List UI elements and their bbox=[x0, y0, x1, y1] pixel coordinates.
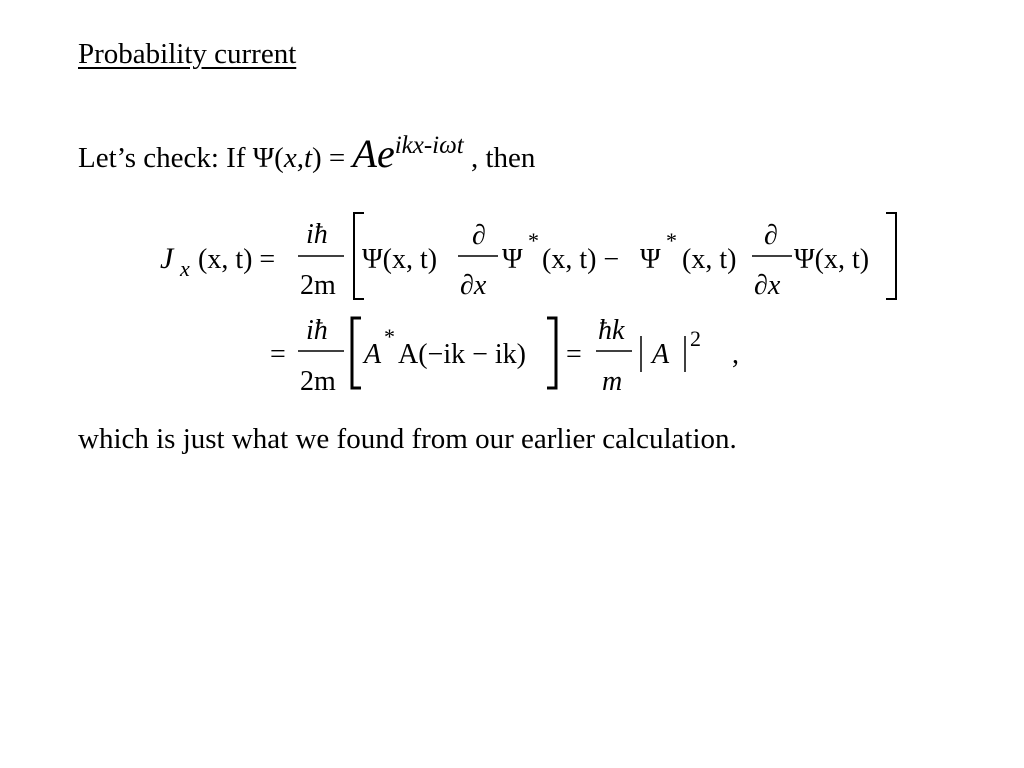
eq2-m-den: m bbox=[602, 366, 623, 397]
intro-psi: Ψ bbox=[252, 142, 275, 174]
intro-x: x bbox=[283, 142, 297, 174]
eq1-term2-star: * bbox=[666, 228, 677, 253]
eq1-term2-psi-star: Ψ bbox=[640, 244, 661, 275]
eq2-power: 2 bbox=[690, 326, 701, 351]
eq2-A-star: A bbox=[364, 339, 382, 370]
eq1-term2-psi: Ψ(x, t) bbox=[794, 244, 870, 275]
eq1-term1-psi-star: Ψ bbox=[502, 244, 523, 275]
intro-exponent: ikx-iωt bbox=[394, 132, 464, 159]
eq1-lhs-args: (x, t) = bbox=[198, 244, 276, 275]
eq2-star: * bbox=[384, 324, 395, 349]
eq1-J: J bbox=[160, 242, 174, 275]
eq2-abs-A: A bbox=[652, 339, 670, 370]
eq2-bracket-right bbox=[547, 318, 556, 388]
eq1-partial2-num: ∂ bbox=[764, 220, 778, 251]
slide-title: Probability current bbox=[78, 38, 297, 70]
eq1-partial1-num: ∂ bbox=[472, 220, 486, 251]
intro-prefix: Let’s check: If bbox=[78, 142, 253, 174]
intro-open: ( bbox=[274, 142, 284, 174]
intro-e: e bbox=[376, 131, 395, 176]
eq1-term1-args: (x, t) − bbox=[542, 244, 620, 275]
conclusion-text: which is just what we found from our earlier calculation. bbox=[78, 423, 737, 455]
eq1-partial1-den: ∂x bbox=[460, 270, 487, 301]
eq1-J-sub: x bbox=[180, 256, 190, 281]
eq2-equals2: = bbox=[566, 339, 582, 370]
eq1-term1-star: * bbox=[528, 228, 539, 253]
eq1-term2-args: (x, t) bbox=[682, 244, 737, 275]
intro-close: ) = bbox=[312, 142, 353, 174]
eq2-equals: = bbox=[270, 339, 286, 370]
intro-suffix: , then bbox=[463, 142, 536, 174]
intro-comma: , bbox=[296, 142, 304, 174]
eq2-prefactor-num: iħ bbox=[306, 315, 328, 346]
eq2-bracket-body: A(−ik − ik) bbox=[398, 339, 527, 370]
intro-t: t bbox=[303, 142, 312, 174]
eq2-bracket-left bbox=[352, 318, 361, 388]
intro-A: A bbox=[352, 131, 377, 176]
eq2-trailing-comma: , bbox=[732, 339, 739, 370]
eq1-prefactor-den: 2m bbox=[300, 270, 336, 301]
eq1-term1-psi: Ψ(x, t) bbox=[362, 244, 438, 275]
eq2-hk-num: ħk bbox=[598, 315, 625, 346]
eq2-prefactor-den: 2m bbox=[300, 366, 336, 397]
eq1-bracket-right bbox=[886, 213, 896, 299]
eq1-partial2-den: ∂x bbox=[754, 270, 781, 301]
eq1-prefactor-num: iħ bbox=[306, 219, 328, 250]
